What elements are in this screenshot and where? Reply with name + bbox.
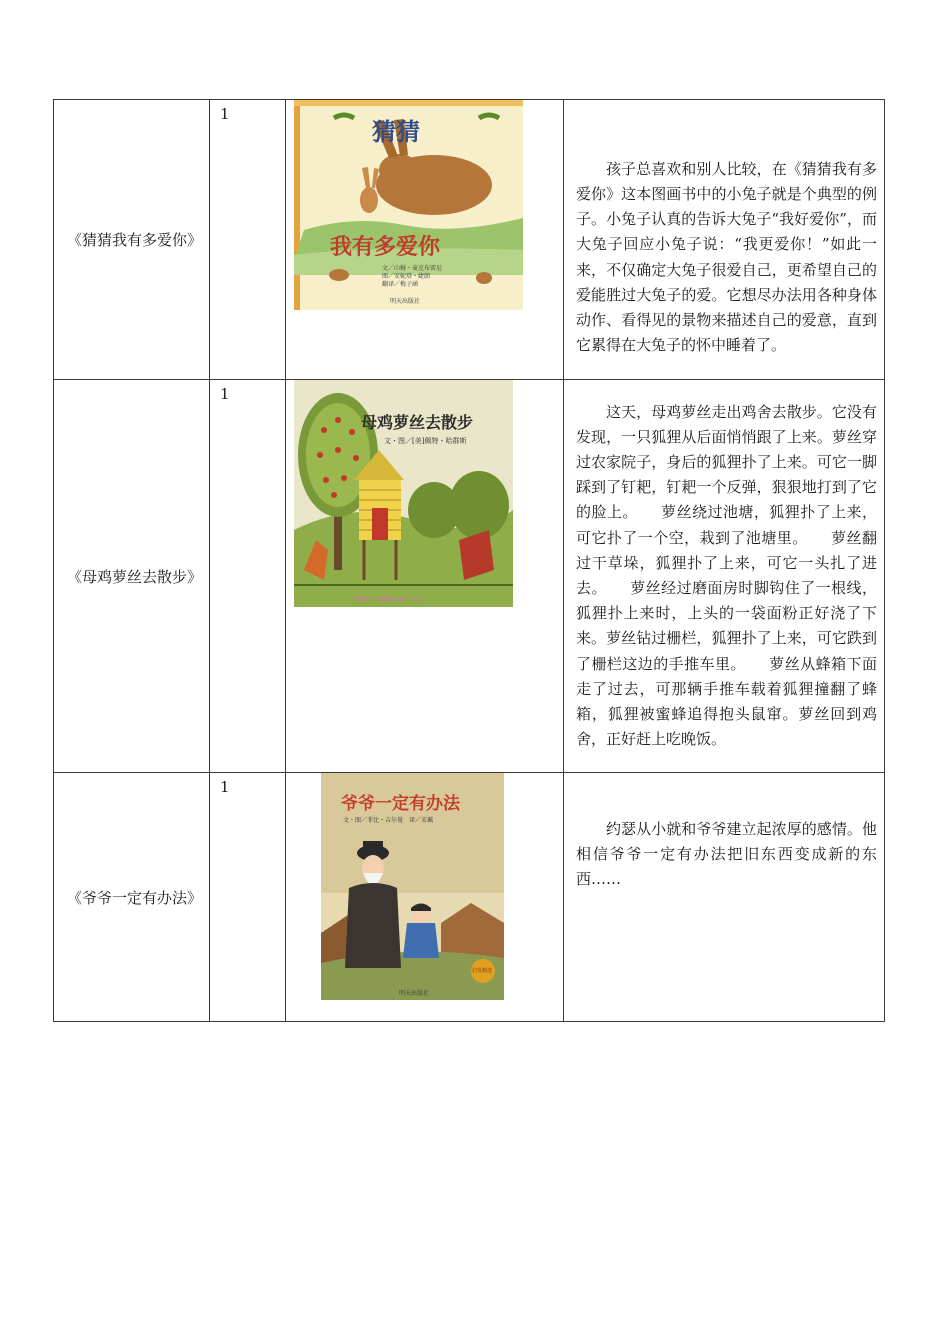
quantity-cell: [210, 380, 286, 773]
quantity-cell: [210, 100, 286, 380]
cover-cell: [286, 380, 564, 773]
cover-credit-illustrator: 图／安妮塔・婕朗: [382, 273, 431, 280]
quantity: 1: [220, 778, 230, 796]
cover-image-rosies-walk: [294, 380, 513, 607]
table-row: [54, 773, 885, 1022]
description-cell: [564, 380, 885, 773]
quantity: 1: [220, 105, 230, 123]
quantity: 1: [220, 385, 230, 403]
cover-credits: 文・图／菲比・吉尔曼 译／宋珮: [343, 817, 434, 824]
cover-image-guess-how-much: [294, 100, 523, 310]
cover-title-top: 猜猜: [372, 118, 420, 146]
cover-image-grandpa: [321, 773, 504, 1000]
cover-publisher: 明天出版社: [390, 298, 421, 305]
cover-watermark: www.cbook.com.cn: [354, 595, 422, 603]
book-description: 这天，母鸡萝丝走出鸡舍去散步。它没有发现，一只狐狸从后面悄悄跟了上来。萝丝穿过农家院子，身后的狐狸扑了上来。可它一脚踩到了钉耙，钉耙一个反弹，狠狠地打到了它的脸上。 萝丝绕过池塘，狐狸扑了上来，可它扑了一个空，栽到了池塘里。 萝丝翻过干草垛，狐狸扑了上来，可它一头扎了进去。 萝丝经过磨面房时脚钩住了一根线，狐狸扑上来时，上头的一袋面粉正好浇了下来。萝丝钻过栅栏，狐狸扑了上来，可它跌到了栅栏这边的手推车里。 萝丝从蜂箱下面走了过去，可那辆手推车载着狐狸撞翻了蜂箱，狐狸被蜜蜂追得抱头鼠窜。萝丝回到鸡舍，正好赶上吃晚饭。: [576, 402, 877, 749]
book-title-cell: [54, 100, 210, 380]
cover-title-bottom: 我有多爱你: [330, 235, 441, 260]
book-title: 《爷爷一定有办法》: [66, 888, 202, 907]
table-row: [54, 380, 885, 773]
quantity-cell: [210, 773, 286, 1022]
book-title: 《母鸡萝丝去散步》: [66, 567, 202, 586]
book-description: 约瑟从小就和爷爷建立起浓厚的感情。他相信爷爷一定有办法把旧东西变成新的东西……: [576, 820, 877, 889]
description-cell: [564, 773, 885, 1022]
cover-credits: 文・图／[美]佩特・哈群斯: [384, 437, 467, 445]
cover-title: 爷爷一定有办法: [341, 794, 460, 814]
cover-badge: 启发精选: [472, 968, 493, 974]
book-title-cell: [54, 773, 210, 1022]
book-title-cell: [54, 380, 210, 773]
book-table: [53, 99, 885, 1022]
cover-cell: [286, 773, 564, 1022]
cover-credit-translator: 翻译／梅子涵: [382, 281, 419, 288]
book-title: 《猜猜我有多爱你》: [66, 231, 202, 249]
cover-cell: [286, 100, 564, 380]
cover-publisher: 明天出版社: [399, 990, 430, 997]
description-cell: [564, 100, 885, 380]
cover-title: 母鸡萝丝去散步: [361, 413, 474, 432]
book-description: 孩子总喜欢和别人比较，在《猜猜我有多爱你》这本图画书中的小兔子就是个典型的例子。小兔子认真的告诉大兔子“我好爱你”，而大兔子回应小兔子说：“我更爱你！”如此一来，不仅确定大兔子很爱自己，更希望自己的爱能胜过大兔子的爱。它想尽办法用各种身体动作、看得见的景物来描述自己的爱意，直到它累得在大兔子的怀中睡着了。: [576, 159, 877, 355]
table-row: [54, 100, 885, 380]
cover-credit-author: 文／山姆・麦克布雷尼: [382, 265, 443, 272]
